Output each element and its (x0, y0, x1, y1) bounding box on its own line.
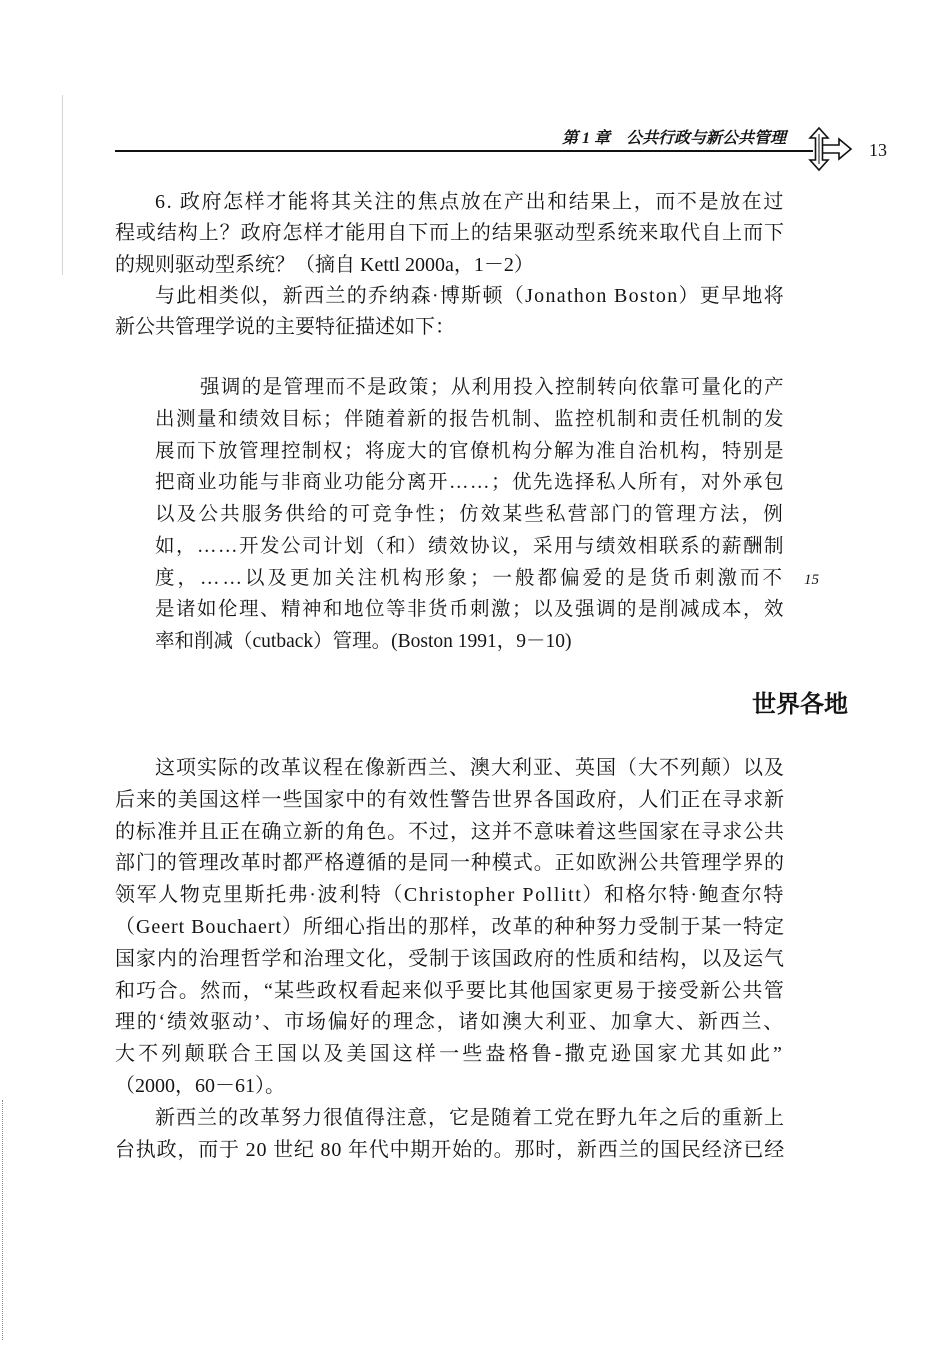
text-line (155, 594, 785, 626)
text-line-content: 率和削减（cutback）管理。(Boston 1991，9－10) (155, 631, 572, 652)
text-line-content: 部门的管理改革时都严格遵循的是同一种模式。正如欧洲公共管理学界的 (115, 852, 785, 875)
text-line-content: 6. 政府怎样才能将其关注的焦点放在产出和结果上，而不是放在过 (155, 191, 785, 213)
text-line-content: 和巧合。然而，“某些政权看起来似乎要比其他国家更易于接受新公共管 (115, 979, 785, 1002)
text-line (115, 912, 785, 944)
text-line-content: 台执政，而于 20 世纪 80 年代中期开始的。那时，新西兰的国民经济已经 (115, 1138, 785, 1161)
text-line (115, 976, 785, 1008)
text-line-content: 新公共管理学说的主要特征描述如下： (115, 316, 455, 339)
text-line (115, 1039, 785, 1071)
text-line (115, 753, 785, 785)
text-line-content: 度，……以及更加关注机构形象；一般都偏爱的是货币刺激而不 (155, 567, 785, 589)
margin-page-note: 15 (804, 572, 819, 588)
text-line-content: （Geert Bouchaert）所细心指出的那样，改革的种种努力受制于某一特定 (115, 915, 785, 938)
text-line-content: 把商业功能与非商业功能分离开……；优先选择私人所有，对外承包 (155, 472, 785, 494)
intro-text (115, 187, 785, 343)
quote-paragraph (155, 372, 785, 658)
text-line (115, 1135, 785, 1167)
section-heading: 世界各地 (752, 692, 848, 718)
text-line-content: 这项实际的改革议程在像新西兰、澳大利亚、英国（大不列颠）以及 (155, 757, 785, 779)
text-line-content: 领军人物克里斯托弗·波利特（Christopher Pollitt）和格尔特·鲍查尔特 (115, 884, 785, 907)
text-line (155, 563, 785, 595)
header-rule (115, 150, 813, 152)
text-line (115, 1007, 785, 1039)
section-paragraph (115, 753, 785, 1103)
text-line-content: 强调的是管理而不是政策；从利用投入控制转向依靠可量化的产 (200, 377, 785, 398)
text-line-content: 以及公共服务供给的可竞争性；仿效某些私营部门的管理方法，例 (155, 504, 785, 525)
text-line (115, 218, 785, 249)
text-line-content: 出测量和绩效目标；伴随着新的报告机制、监控机制和责任机制的发 (155, 408, 785, 430)
text-line (115, 817, 785, 849)
text-line (155, 372, 785, 404)
text-line (115, 848, 785, 880)
text-line-content: 新西兰的改革努力很值得注意，它是随着工党在野九年之后的重新上 (155, 1106, 785, 1129)
text-line-content: 如，……开发公司计划（和）绩效协议，采用与绩效相联系的薪酬制 (155, 535, 785, 557)
block-quote (155, 372, 785, 658)
scan-edge-mark (2, 1100, 3, 1340)
text-line-content: 的规则驱动型系统？（摘自 Kettl 2000a，1－2） (115, 253, 534, 276)
text-line-content: 与此相类似，新西兰的乔纳森·博斯顿（Jonathon Boston）更早地将 (155, 284, 785, 307)
running-header (430, 129, 786, 149)
text-line (155, 499, 785, 531)
double-arrow-ornament-icon (803, 126, 853, 172)
text-line-content: 大不列颠联合王国以及美国这样一些盎格鲁-撒克逊国家尤其如此” (115, 1043, 785, 1066)
scan-edge-mark (62, 95, 63, 275)
text-line (115, 880, 785, 912)
text-line-content: 展而下放管理控制权；将庞大的官僚机构分解为准自治机构，特别是 (155, 440, 785, 462)
text-line-content: 是诸如伦理、精神和地位等非货币刺激；以及强调的是削减成本，效 (155, 599, 785, 621)
text-line (115, 1071, 785, 1103)
text-line-content: 程或结构上？政府怎样才能用自下而上的结果驱动型系统来取代自上而下 (115, 222, 785, 245)
text-line (155, 467, 785, 499)
text-line (155, 531, 785, 563)
text-line (115, 1103, 785, 1135)
intro-paragraph (115, 187, 785, 281)
text-line (115, 944, 785, 976)
text-line (115, 785, 785, 817)
text-line-content: 理的‘绩效驱动’、市场偏好的理念，诸如澳大利亚、加拿大、新西兰、 (115, 1011, 785, 1034)
text-line (115, 187, 785, 218)
intro-paragraph (115, 281, 785, 344)
text-line-content: （2000，60－61）。 (115, 1074, 285, 1097)
text-line (155, 436, 785, 468)
text-line (115, 250, 785, 281)
chapter-title: 公共行政与新公共管理 (625, 130, 786, 147)
text-line-content: 的标准并且正在确立新的角色。不过，这并不意味着这些国家在寻求公共 (115, 820, 785, 843)
section-body (115, 753, 785, 1166)
text-line (115, 312, 785, 343)
text-line (155, 404, 785, 436)
text-line (155, 626, 785, 658)
text-line (115, 281, 785, 312)
chapter-label: 第 1 章 (561, 130, 610, 147)
text-line-content: 国家内的治理哲学和治理文化，受制于该国政府的性质和结构，以及运气 (115, 947, 785, 970)
section-paragraph (115, 1103, 785, 1167)
page-number: 13 (869, 140, 887, 160)
text-line-content: 后来的美国这样一些国家中的有效性警告世界各国政府，人们正在寻求新 (115, 788, 785, 811)
